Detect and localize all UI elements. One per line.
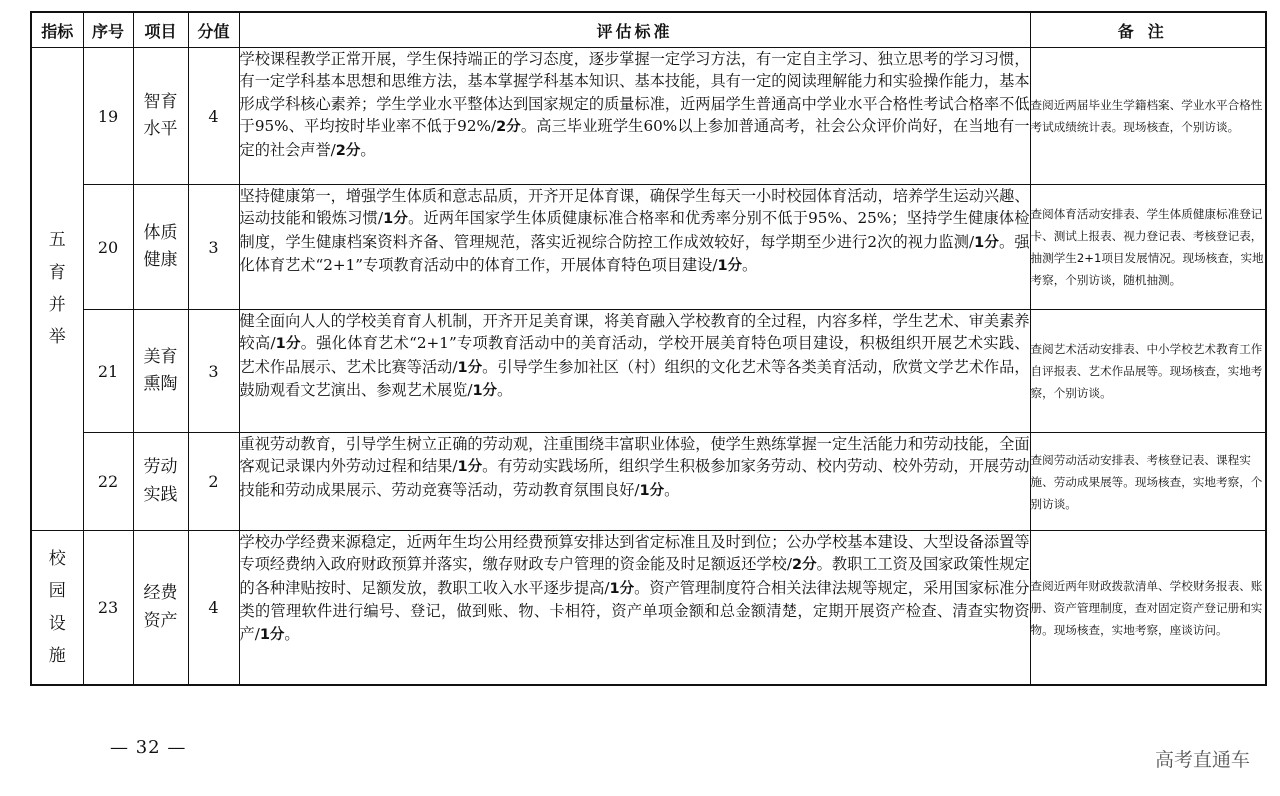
- header-item: 项目: [133, 12, 188, 48]
- note-text: 查阅艺术活动安排表、中小学校艺术教育工作自评报表、艺术作品展等。现场核查，实地考察，个别访谈。: [1030, 310, 1266, 433]
- note-text: 查阅近两届毕业生学籍档案、学业水平合格性考试成绩统计表。现场核查，个别访谈。: [1030, 48, 1266, 185]
- note-text: 查阅体育活动安排表、学生体质健康标准登记卡、测试上报表、视力登记表、考核登记表，抽测学生2+1项目发展情况。现场核查，实地考察，个别访谈，随机抽测。: [1030, 185, 1266, 310]
- score-value: 3: [188, 185, 239, 310]
- evaluation-table: [30, 11, 1267, 686]
- score-value: 4: [188, 48, 239, 185]
- criteria-text: 重视劳动教育，引导学生树立正确的劳动观，注重围绕丰富职业体验，使学生熟练掌握一定生活能力和劳动技能，全面客观记录课内外劳动过程和结果/1分。有劳动实践场所，组织学生积极参加家务劳动、校内劳动、校外劳动，开展劳动技能和劳动成果展示、劳动竞赛等活动，劳动教育氛围良好/1分。: [239, 433, 1030, 531]
- table-row: [31, 310, 1266, 433]
- page-number: — 32 —: [110, 737, 187, 758]
- table-row: [31, 531, 1266, 686]
- score-value: 2: [188, 433, 239, 531]
- table-row: [31, 185, 1266, 310]
- header-criteria: 评估标准: [239, 12, 1030, 48]
- criteria-text: 学校课程教学正常开展，学生保持端正的学习态度，逐步掌握一定学习方法，有一定自主学习、独立思考的学习习惯，有一定学科基本思想和思维方法，基本掌握学科基本知识、基本技能，具有一定的阅读理解能力和实验操作能力，基本形成学科核心素养；学生学业水平整体达到国家规定的质量标准，近两届学生普通高中学业水平合格性考试合格率不低于95%、平均按时毕业率不低于92%/2分。高三毕业班学生60%以上参加普通高考，社会公众评价尚好，在当地有一定的社会声誉/2分。: [239, 48, 1030, 185]
- criteria-text: 学校办学经费来源稳定，近两年生均公用经费预算安排达到省定标准且及时到位；公办学校基本建设、大型设备添置等专项经费纳入政府财政预算并落实，缴存财政专户管理的资金能及时足额返还学校/2分。教职工工资及国家政策性规定的各种津贴按时、足额发放，教职工收入水平逐步提高/1分。资产管理制度符合相关法律法规等规定，采用国家标准分类的管理软件进行编号、登记，做到账、物、卡相符，资产单项金额和总金额清楚，定期开展资产检查、清查实物资产/1分。: [239, 531, 1030, 686]
- row-number: 20: [83, 185, 133, 310]
- criteria-text: 健全面向人人的学校美育育人机制，开齐开足美育课，将美育融入学校教育的全过程，内容多样，学生艺术、审美素养较高/1分。强化体育艺术“2+1”专项教育活动中的美育活动，学校开展美育特色项目建设，积极组织开展艺术实践、艺术作品展示、艺术比赛等活动/1分。引导学生参加社区（村）组织的文化艺术等各类美育活动，欣赏文学艺术作品，鼓励观看文艺演出、参观艺术展览/1分。: [239, 310, 1030, 433]
- watermark: 高考直通车: [1154, 749, 1250, 771]
- note-text: 查阅劳动活动安排表、考核登记表、课程实施、劳动成果展等。现场核查，实地考察，个别访谈。: [1030, 433, 1266, 531]
- note-text: 查阅近两年财政拨款清单、学校财务报表、账册、资产管理制度，查对固定资产登记册和实物。现场核查，实地考察，座谈访问。: [1030, 531, 1266, 686]
- item-name: 体质 健康: [133, 185, 188, 310]
- item-name: 美育 熏陶: [133, 310, 188, 433]
- header-indicator: 指标: [31, 12, 83, 48]
- row-number: 22: [83, 433, 133, 531]
- row-number: 23: [83, 531, 133, 686]
- header-note: 备注: [1030, 12, 1266, 48]
- row-number: 19: [83, 48, 133, 185]
- table-row: [31, 48, 1266, 185]
- header-no: 序号: [83, 12, 133, 48]
- criteria-text: 坚持健康第一，增强学生体质和意志品质，开齐开足体育课，确保学生每天一小时校园体育活动，培养学生运动兴趣、运动技能和锻炼习惯/1分。近两年国家学生体质健康标准合格率和优秀率分别不低于95%、25%；坚持学生健康体检制度，学生健康档案资料齐备、管理规范，落实近视综合防控工作成效较好，每学期至少进行2次的视力监测/1分。强化体育艺术“2+1”专项教育活动中的体育工作，开展体育特色项目建设/1分。: [239, 185, 1030, 310]
- score-value: 3: [188, 310, 239, 433]
- item-name: 经费 资产: [133, 531, 188, 686]
- item-name: 劳动 实践: [133, 433, 188, 531]
- row-number: 21: [83, 310, 133, 433]
- score-value: 4: [188, 531, 239, 686]
- indicator-group-campus-facilities: 校 园 设 施: [31, 531, 83, 686]
- table-row: [31, 433, 1266, 531]
- indicator-group-five-education: 五 育 并 举: [31, 48, 83, 531]
- item-name: 智育 水平: [133, 48, 188, 185]
- table-header-row: [31, 12, 1266, 48]
- header-score: 分值: [188, 12, 239, 48]
